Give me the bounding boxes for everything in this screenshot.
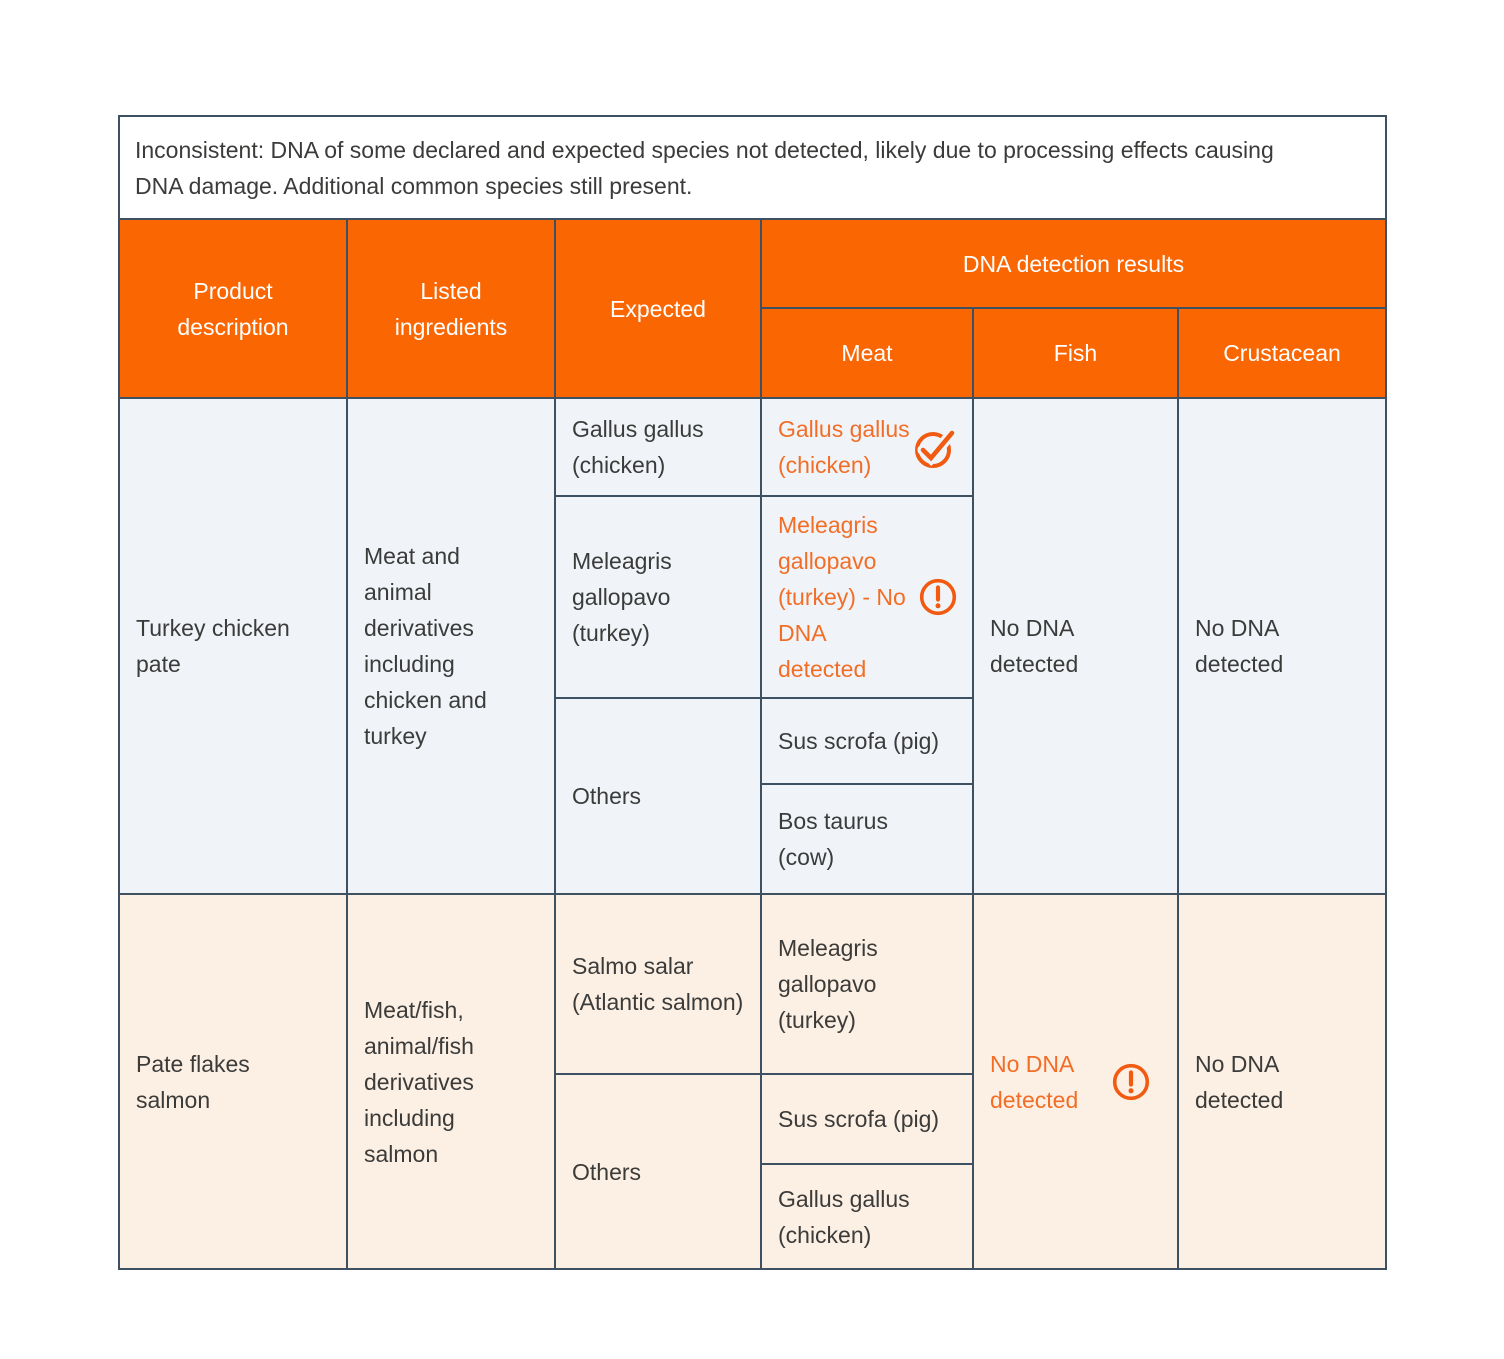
header-listed-ingredients: Listed ingredients [347,219,555,398]
fish-result-text: No DNA detected [990,1050,1079,1113]
fish-result-cell [973,894,1178,1269]
alert-circle-icon [1111,1062,1151,1102]
header-meat: Meat [761,308,973,398]
header-expected: Expected [555,219,761,398]
meat-result-text: Gallus gallus (chicken) [778,416,910,478]
meat-result-cell [761,784,973,894]
check-circle-icon [914,425,958,469]
inconsistency-note [119,116,1386,219]
dna-results-table-container [118,115,1387,1270]
ingredients-cell: Meat/fish, animal/fish derivatives including salmon [347,894,555,1269]
header-crustacean: Crustacean [1178,308,1386,398]
meat-result-cell [761,698,973,784]
meat-result-cell [761,1164,973,1269]
dna-results-table [118,115,1387,1270]
meat-result-text: Sus scrofa (pig) [778,728,940,754]
product-cell: Pate flakes salmon [119,894,347,1269]
fish-result-cell: No DNA detected [973,398,1178,894]
meat-result-text: Gallus gallus (chicken) [778,1185,910,1248]
expected-species-cell: Others [555,698,761,894]
alert-circle-icon [918,577,958,617]
ingredients-cell: Meat and animal derivatives including chicken and turkey [347,398,555,894]
crustacean-result-cell: No DNA detected [1178,398,1386,894]
meat-result-cell [761,894,973,1074]
header-dna-detection-results: DNA detection results [761,219,1386,308]
meat-result-cell [761,398,973,496]
expected-species-cell: Meleagris gallopavo (turkey) [555,496,761,698]
meat-result-cell [761,496,973,698]
header-product-description: Product description [119,219,347,398]
expected-species-cell: Gallus gallus (chicken) [555,398,761,496]
meat-result-text: Bos taurus (cow) [778,808,888,870]
note-text: Inconsistent: DNA of some declared and expected species not detected, likely due to processing effects causing DNA damage. Additional common species still present. [135,136,1274,199]
crustacean-result-cell: No DNA detected [1178,894,1386,1269]
expected-species-cell: Others [555,1074,761,1269]
product-cell: Turkey chicken pate [119,398,347,894]
expected-species-cell: Salmo salar (Atlantic salmon) [555,894,761,1074]
meat-result-text: Meleagris gallopavo (turkey) - No DNA detected [778,512,906,682]
header-fish: Fish [973,308,1178,398]
meat-result-cell [761,1074,973,1164]
meat-result-text: Meleagris gallopavo (turkey) [778,935,878,1033]
meat-result-text: Sus scrofa (pig) [778,1106,940,1132]
